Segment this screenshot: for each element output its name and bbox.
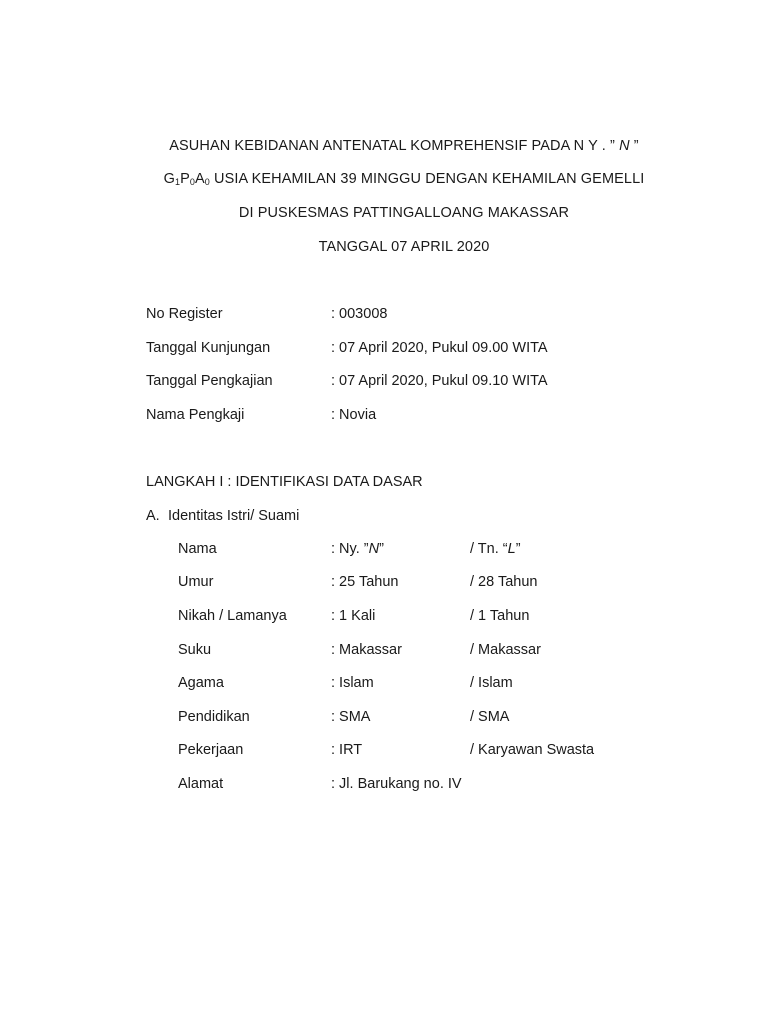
title-line-3: DI PUSKESMAS PATTINGALLOANG MAKASSAR — [238, 205, 570, 221]
identity-husband-value: / 28 Tahun — [470, 574, 538, 590]
info-label: Tanggal Kunjungan — [146, 340, 271, 356]
info-label: No Register — [146, 306, 223, 322]
subsection-marker: A. — [146, 508, 160, 524]
identity-husband-value: / Makassar — [470, 642, 541, 658]
identity-wife-value: : Islam — [331, 675, 374, 691]
title-para-sub: 0 — [189, 177, 195, 187]
wife-name: N — [368, 541, 380, 557]
subsection-title: Identitas Istri/ Suami — [168, 508, 300, 524]
title-line-1 — [0, 138, 768, 154]
title-line-1-close: ” — [629, 138, 639, 154]
title-gravida: G — [163, 171, 175, 187]
husband-name-suffix: ” — [515, 541, 521, 557]
identity-wife-value: : 1 Kali — [331, 608, 376, 624]
identity-wife-value: : SMA — [331, 709, 371, 725]
husband-name-prefix: / Tn. “ — [470, 541, 508, 557]
info-value: : 07 April 2020, Pukul 09.10 WITA — [331, 373, 548, 389]
info-label: Nama Pengkaji — [146, 407, 245, 423]
title-line-2 — [0, 171, 768, 187]
title-line-2-rest: USIA KEHAMILAN 39 MINGGU DENGAN KEHAMILAN GEMELLI — [209, 171, 645, 187]
title-patient-initial: N — [619, 138, 630, 154]
section-heading: LANGKAH I : IDENTIFIKASI DATA DASAR — [146, 474, 423, 490]
wife-name-suffix: ” — [379, 541, 384, 557]
identity-label: Pendidikan — [178, 709, 250, 725]
title-abortus-sub: 0 — [204, 177, 210, 187]
info-value: : 003008 — [331, 306, 388, 322]
identity-wife-value: : Jl. Barukang no. IV — [331, 776, 462, 792]
identity-wife-value: : Makassar — [331, 642, 402, 658]
title-para: P — [180, 171, 190, 187]
identity-husband-value — [470, 539, 521, 559]
identity-wife-value — [331, 539, 384, 559]
identity-label: Alamat — [178, 776, 224, 792]
identity-label: Agama — [178, 675, 224, 691]
identity-husband-value: / Karyawan Swasta — [470, 742, 595, 758]
identity-label: Pekerjaan — [178, 742, 244, 758]
title-line-1-text: ASUHAN KEBIDANAN ANTENATAL KOMPREHENSIF PADA N Y . ” — [169, 138, 620, 154]
identity-label: Suku — [178, 642, 212, 658]
husband-name: L — [507, 541, 516, 557]
title-gravida-sub: 1 — [175, 177, 181, 187]
identity-husband-value: / SMA — [470, 709, 510, 725]
wife-name-prefix: : Ny. ” — [331, 541, 369, 557]
identity-wife-value: : 25 Tahun — [331, 574, 399, 590]
info-value: : Novia — [331, 407, 377, 423]
info-label: Tanggal Pengkajian — [146, 373, 273, 389]
identity-husband-value: / 1 Tahun — [470, 608, 530, 624]
identity-label: Nikah / Lamanya — [178, 608, 287, 624]
title-abortus: A — [195, 171, 205, 187]
identity-label: Umur — [178, 574, 214, 590]
identity-label: Nama — [178, 541, 217, 557]
identity-wife-value: : IRT — [331, 742, 363, 758]
info-value: : 07 April 2020, Pukul 09.00 WITA — [331, 340, 548, 356]
identity-husband-value: / Islam — [470, 675, 513, 691]
title-line-4: TANGGAL 07 APRIL 2020 — [318, 239, 490, 255]
